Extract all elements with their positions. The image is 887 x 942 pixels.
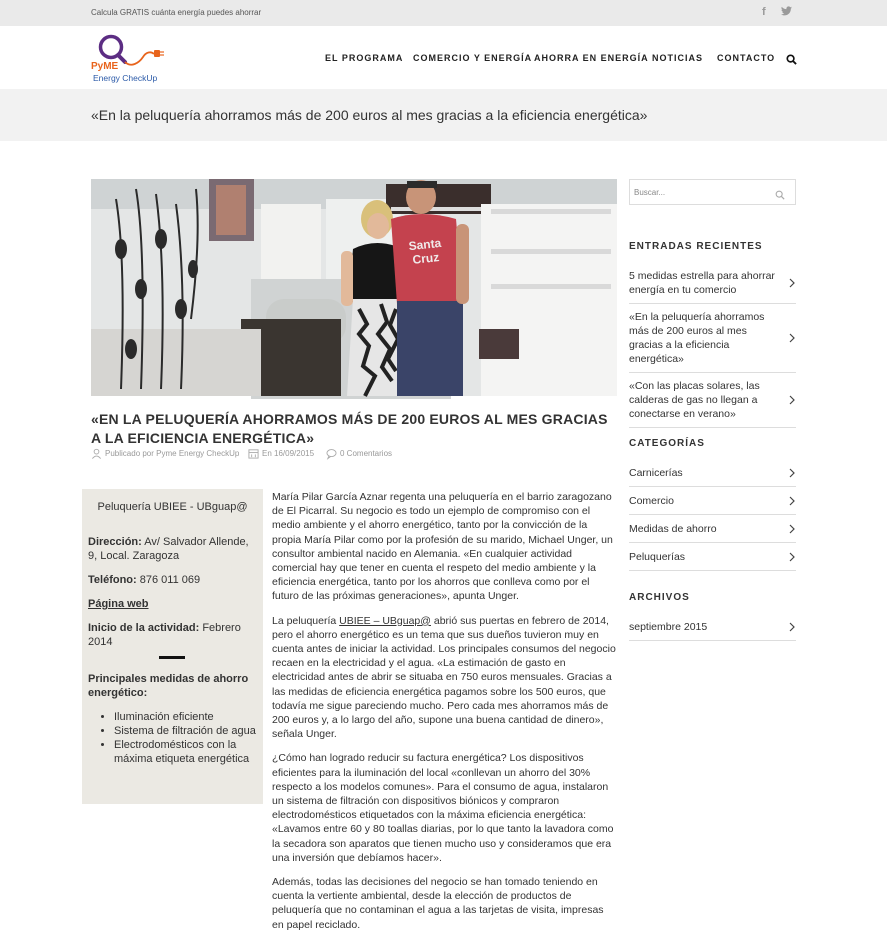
site-header: [0, 26, 887, 89]
recent-post-item[interactable]: [629, 304, 796, 373]
page-title-band: [0, 89, 887, 141]
chevron-right-icon: [789, 395, 795, 405]
user-icon: [91, 448, 102, 459]
comment-icon: [326, 448, 337, 459]
paragraph-text: abrió sus puertas en febrero de 2014, pero el ahorro energético es un tema que sus dueños tuvieron muy en cuenta antes de iniciar la actividad. Los principales consumos del negocio recaen en la electricidad y el agua. «La estimación de gasto en electricidad antes de abrir se situaba en 750 euros mensuales. Gracias a las medidas de eficiencia energética pagamos sobre los 500 euros, que todavía me sigue pareciendo mucho. Pero cada mes ahorramos más de 200 euros y, a lo largo del año, supone una buena cantidad de dinero», señala Unger.: [272, 614, 616, 741]
page-title: «En la peluquería ahorramos más de 200 euros al mes gracias a la eficiencia energética»: [91, 107, 648, 123]
category-label[interactable]: Comercio: [629, 495, 674, 507]
article-paragraph: María Pilar García Aznar regenta una peluquería en el barrio zaragozano de El Picarral. Su negocio es todo un ejemplo de compromiso con el medio ambiente y el ahorro energético, tanto por la convicción de la propia María Pilar como por la profesión de su marido, Michael Unger, un consultor ambiental nacido en Alemania. «En cualquier actividad comercial hay que tener en cuenta el respeto del medio ambiente y la eficiencia energética, tanto por los ahorros que conlleva como por el futuro de las próximas generaciones», apunta Unger.: [272, 491, 613, 603]
infobox-title: Peluquería UBIEE - UBguap@: [97, 501, 248, 513]
infobox-inicio: [88, 621, 263, 649]
direccion-label: Dirección:: [88, 536, 142, 548]
nav-noticias[interactable]: NOTICIAS: [652, 53, 704, 63]
post-meta-date: [248, 448, 314, 459]
article-paragraph: ¿Cómo han logrado reducir su factura energética? Los dispositivos eficientes para la iluminación del local «conllevan un ahorro del 30% respecto a los modelos comunes». Para el consumo de agua, instalaron un sistema de filtración con dispositivos biónicos y compraron electrodomésticos etiquetados con la máxima eficiencia energética: «Lavamos entre 60 y 80 toallas diarias, por lo que tanto la lavadora como la secadora son aparatos que tienen mucho uso y consideramos que era una inversión que debíamos hacer».: [272, 752, 614, 864]
svg-text:Cruz: Cruz: [411, 250, 440, 267]
chevron-right-icon: [789, 622, 795, 632]
search-icon[interactable]: [775, 187, 785, 197]
infobox-medidas-list: [114, 710, 259, 766]
telefono-value: 876 011 069: [136, 574, 201, 586]
topbar-tagline[interactable]: Calcula GRATIS cuánta energía puedes ahorrar: [91, 8, 262, 17]
recent-posts-list: [629, 263, 796, 428]
category-label[interactable]: Peluquerías: [629, 551, 686, 563]
business-info-box: [82, 489, 263, 804]
calendar-icon: [248, 448, 259, 459]
recent-post-item[interactable]: [629, 373, 796, 428]
nav-comercio-y-energia[interactable]: COMERCIO Y ENERGÍA: [413, 53, 533, 63]
top-bar: [0, 0, 887, 26]
category-item[interactable]: [629, 515, 796, 543]
categories-title: CATEGORÍAS: [629, 438, 705, 449]
recent-post-label[interactable]: «Con las placas solares, las calderas de gas no llegan a conectarse en verano»: [629, 380, 760, 420]
infobox-divider: [159, 656, 185, 659]
archive-label[interactable]: septiembre 2015: [629, 621, 708, 633]
archives-title: ARCHIVOS: [629, 592, 690, 603]
categories-list: [629, 459, 796, 571]
inicio-value: Febrero 2014: [88, 622, 241, 648]
recent-post-label[interactable]: 5 medidas estrella para ahorrar energía en tu comercio: [629, 270, 775, 296]
nav-el-programa[interactable]: EL PROGRAMA: [325, 53, 404, 63]
twitter-icon[interactable]: [781, 6, 792, 19]
category-item[interactable]: [629, 459, 796, 487]
chevron-right-icon: [789, 278, 795, 288]
nav-ahorra-en-energia[interactable]: AHORRA EN ENERGÍA: [534, 53, 649, 63]
chevron-right-icon: [789, 333, 795, 343]
list-item: • Sistema de filtración de agua: [114, 724, 259, 738]
post-meta-comments[interactable]: [326, 448, 392, 459]
post-date: En 16/09/2015: [262, 449, 315, 458]
inicio-label: Inicio de la actividad:: [88, 622, 200, 634]
telefono-label: Teléfono:: [88, 574, 137, 586]
post-author[interactable]: Publicado por Pyme Energy CheckUp: [105, 449, 240, 458]
business-link[interactable]: UBIEE – UBguap@: [339, 614, 431, 627]
post-comments-count[interactable]: 0 Comentarios: [340, 449, 393, 458]
recent-post-label[interactable]: «En la peluquería ahorramos más de 200 euros al mes gracias a la eficiencia energética»: [629, 311, 765, 365]
recent-post-item[interactable]: [629, 263, 796, 304]
infobox-medidas-title: Principales medidas de ahorro energético:: [88, 673, 249, 699]
logo-text-pyme: PyME: [91, 61, 119, 72]
chevron-right-icon: [789, 524, 795, 534]
direccion-value: Av/ Salvador Allende, 9, Local. Zaragoza: [88, 536, 249, 562]
facebook-icon[interactable]: f: [762, 6, 766, 18]
category-item[interactable]: [629, 487, 796, 515]
chevron-right-icon: [789, 468, 795, 478]
search-icon[interactable]: [786, 52, 797, 63]
paragraph-text: La peluquería: [272, 614, 340, 627]
article-paragraph: Además, todas las decisiones del negocio se han tomado teniendo en cuenta la vertiente ambiental, desde la elección de productos de peluquería que no contaminan el agua a las tarjetas de visita, impresas en papel reciclado.: [272, 876, 604, 931]
svg-text:Santa: Santa: [407, 235, 442, 254]
search-input[interactable]: [630, 180, 765, 204]
infobox-web-link[interactable]: Página web: [88, 598, 149, 610]
featured-image[interactable]: [91, 179, 617, 396]
post-title: «EN LA PELUQUERÍA AHORRAMOS MÁS DE 200 EUROS AL MES GRACIAS A LA EFICIENCIA ENERGÉTICA»: [91, 411, 608, 446]
sidebar-search: [629, 179, 796, 205]
chevron-right-icon: [789, 496, 795, 506]
nav-contacto[interactable]: CONTACTO: [717, 53, 776, 63]
chevron-right-icon: [789, 552, 795, 562]
recent-posts-title: ENTRADAS RECIENTES: [629, 241, 763, 252]
logo-text-checkup: Energy CheckUp: [93, 73, 158, 83]
list-item: • Iluminación eficiente: [114, 710, 259, 724]
category-label[interactable]: Carnicerías: [629, 467, 683, 479]
category-item[interactable]: [629, 543, 796, 571]
infobox-direccion: [88, 535, 258, 563]
site-logo[interactable]: [91, 31, 171, 85]
infobox-telefono: [88, 573, 200, 587]
article-paragraph: [272, 614, 617, 742]
list-item: • Electrodomésticos con la máxima etiqueta energética: [114, 738, 259, 766]
archives-list: [629, 614, 796, 641]
post-meta-author[interactable]: [91, 448, 239, 459]
category-label[interactable]: Medidas de ahorro: [629, 523, 717, 535]
article-body: [272, 490, 617, 942]
archive-item[interactable]: [629, 614, 796, 641]
